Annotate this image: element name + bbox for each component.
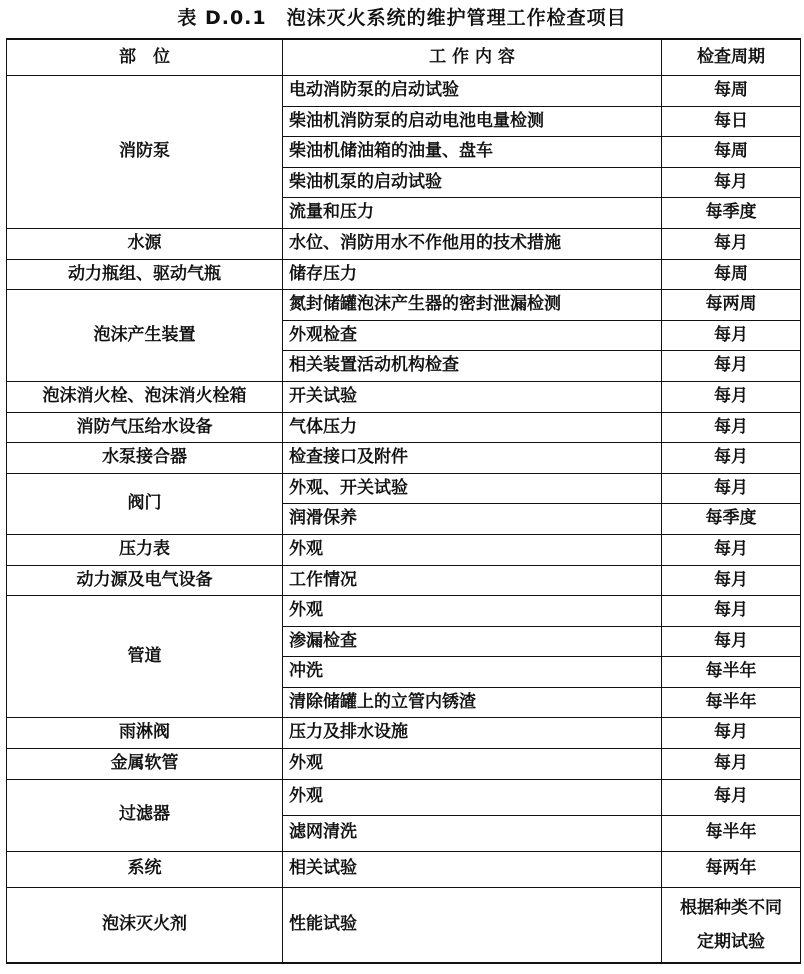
part-cell: 泡沫灭火剂 xyxy=(7,887,283,963)
content-cell: 氮封储罐泡沫产生器的密封泄漏检测 xyxy=(283,290,662,321)
period-cell: 每日 xyxy=(662,106,801,137)
content-cell: 压力及排水设施 xyxy=(283,718,662,749)
table-row xyxy=(7,443,801,474)
part-cell: 动力源及电气设备 xyxy=(7,565,283,596)
content-cell: 相关试验 xyxy=(283,851,662,887)
content-cell: 渗漏检查 xyxy=(283,626,662,657)
table-body xyxy=(7,76,801,964)
content-cell: 相关装置活动机构检查 xyxy=(283,351,662,382)
period-cell xyxy=(662,887,801,963)
period-cell: 每周 xyxy=(662,259,801,290)
part-cell: 压力表 xyxy=(7,534,283,565)
part-cell: 管道 xyxy=(7,596,283,718)
table-row xyxy=(7,76,801,107)
period-cell: 每月 xyxy=(662,779,801,815)
period-cell: 每月 xyxy=(662,626,801,657)
header-part: 部 位 xyxy=(7,39,283,76)
table-row xyxy=(7,851,801,887)
content-cell: 外观 xyxy=(283,749,662,780)
part-cell: 水泵接合器 xyxy=(7,443,283,474)
content-cell: 检查接口及附件 xyxy=(283,443,662,474)
table-row xyxy=(7,718,801,749)
part-cell: 动力瓶组、驱动气瓶 xyxy=(7,259,283,290)
period-cell: 每月 xyxy=(662,381,801,412)
table-row xyxy=(7,259,801,290)
table-row xyxy=(7,565,801,596)
content-cell: 外观、开关试验 xyxy=(283,473,662,504)
maintenance-inspection-table xyxy=(6,38,801,964)
part-cell: 阀门 xyxy=(7,473,283,534)
table-row xyxy=(7,887,801,963)
table-row xyxy=(7,412,801,443)
table-row xyxy=(7,749,801,780)
part-cell: 雨淋阀 xyxy=(7,718,283,749)
table-row xyxy=(7,779,801,815)
content-cell: 柴油机储油箱的油量、盘车 xyxy=(283,137,662,168)
period-cell: 每月 xyxy=(662,473,801,504)
content-cell: 柴油机泵的启动试验 xyxy=(283,167,662,198)
content-cell: 润滑保养 xyxy=(283,504,662,535)
period-cell: 每半年 xyxy=(662,687,801,718)
content-cell: 储存压力 xyxy=(283,259,662,290)
content-cell: 工作情况 xyxy=(283,565,662,596)
period-cell: 每月 xyxy=(662,596,801,627)
header-row xyxy=(7,39,801,76)
content-cell: 水位、消防用水不作他用的技术措施 xyxy=(283,228,662,259)
table-row xyxy=(7,290,801,321)
part-cell: 水源 xyxy=(7,228,283,259)
period-cell: 每月 xyxy=(662,228,801,259)
part-cell: 泡沫消火栓、泡沫消火栓箱 xyxy=(7,381,283,412)
period-cell: 每两周 xyxy=(662,290,801,321)
period-cell: 每月 xyxy=(662,412,801,443)
table-row xyxy=(7,473,801,504)
period-line: 定期试验 xyxy=(697,931,765,952)
period-cell: 每半年 xyxy=(662,815,801,851)
part-cell: 泡沫产生装置 xyxy=(7,290,283,382)
period-cell: 每月 xyxy=(662,565,801,596)
part-cell: 金属软管 xyxy=(7,749,283,780)
content-cell: 滤网清洗 xyxy=(283,815,662,851)
table-title: 表 D.0.1 泡沫灭火系统的维护管理工作检查项目 xyxy=(177,7,627,29)
part-cell: 过滤器 xyxy=(7,779,283,851)
content-cell: 柴油机消防泵的启动电池电量检测 xyxy=(283,106,662,137)
content-cell: 外观 xyxy=(283,534,662,565)
header-content: 工 作 内 容 xyxy=(283,39,662,76)
content-cell: 开关试验 xyxy=(283,381,662,412)
table-row xyxy=(7,228,801,259)
content-cell: 气体压力 xyxy=(283,412,662,443)
period-cell: 每半年 xyxy=(662,657,801,688)
table-row xyxy=(7,596,801,627)
period-cell: 每周 xyxy=(662,137,801,168)
period-cell: 每两年 xyxy=(662,851,801,887)
content-cell: 电动消防泵的启动试验 xyxy=(283,76,662,107)
content-cell: 外观检查 xyxy=(283,320,662,351)
table-row xyxy=(7,534,801,565)
period-cell: 每月 xyxy=(662,351,801,382)
content-cell: 外观 xyxy=(283,779,662,815)
period-cell: 每月 xyxy=(662,534,801,565)
period-cell: 每月 xyxy=(662,167,801,198)
period-cell: 每月 xyxy=(662,443,801,474)
period-line: 根据种类不同 xyxy=(680,897,782,918)
period-cell: 每月 xyxy=(662,718,801,749)
period-cell: 每季度 xyxy=(662,198,801,229)
period-cell: 每月 xyxy=(662,320,801,351)
header-period: 检查周期 xyxy=(662,39,801,76)
content-cell: 外观 xyxy=(283,596,662,627)
period-cell: 每周 xyxy=(662,76,801,107)
content-cell: 冲洗 xyxy=(283,657,662,688)
period-cell: 每月 xyxy=(662,749,801,780)
content-cell: 性能试验 xyxy=(283,887,662,963)
table-row xyxy=(7,381,801,412)
content-cell: 流量和压力 xyxy=(283,198,662,229)
content-cell: 清除储罐上的立管内锈渣 xyxy=(283,687,662,718)
part-cell: 消防气压给水设备 xyxy=(7,412,283,443)
part-cell: 系统 xyxy=(7,851,283,887)
part-cell: 消防泵 xyxy=(7,76,283,229)
period-cell: 每季度 xyxy=(662,504,801,535)
